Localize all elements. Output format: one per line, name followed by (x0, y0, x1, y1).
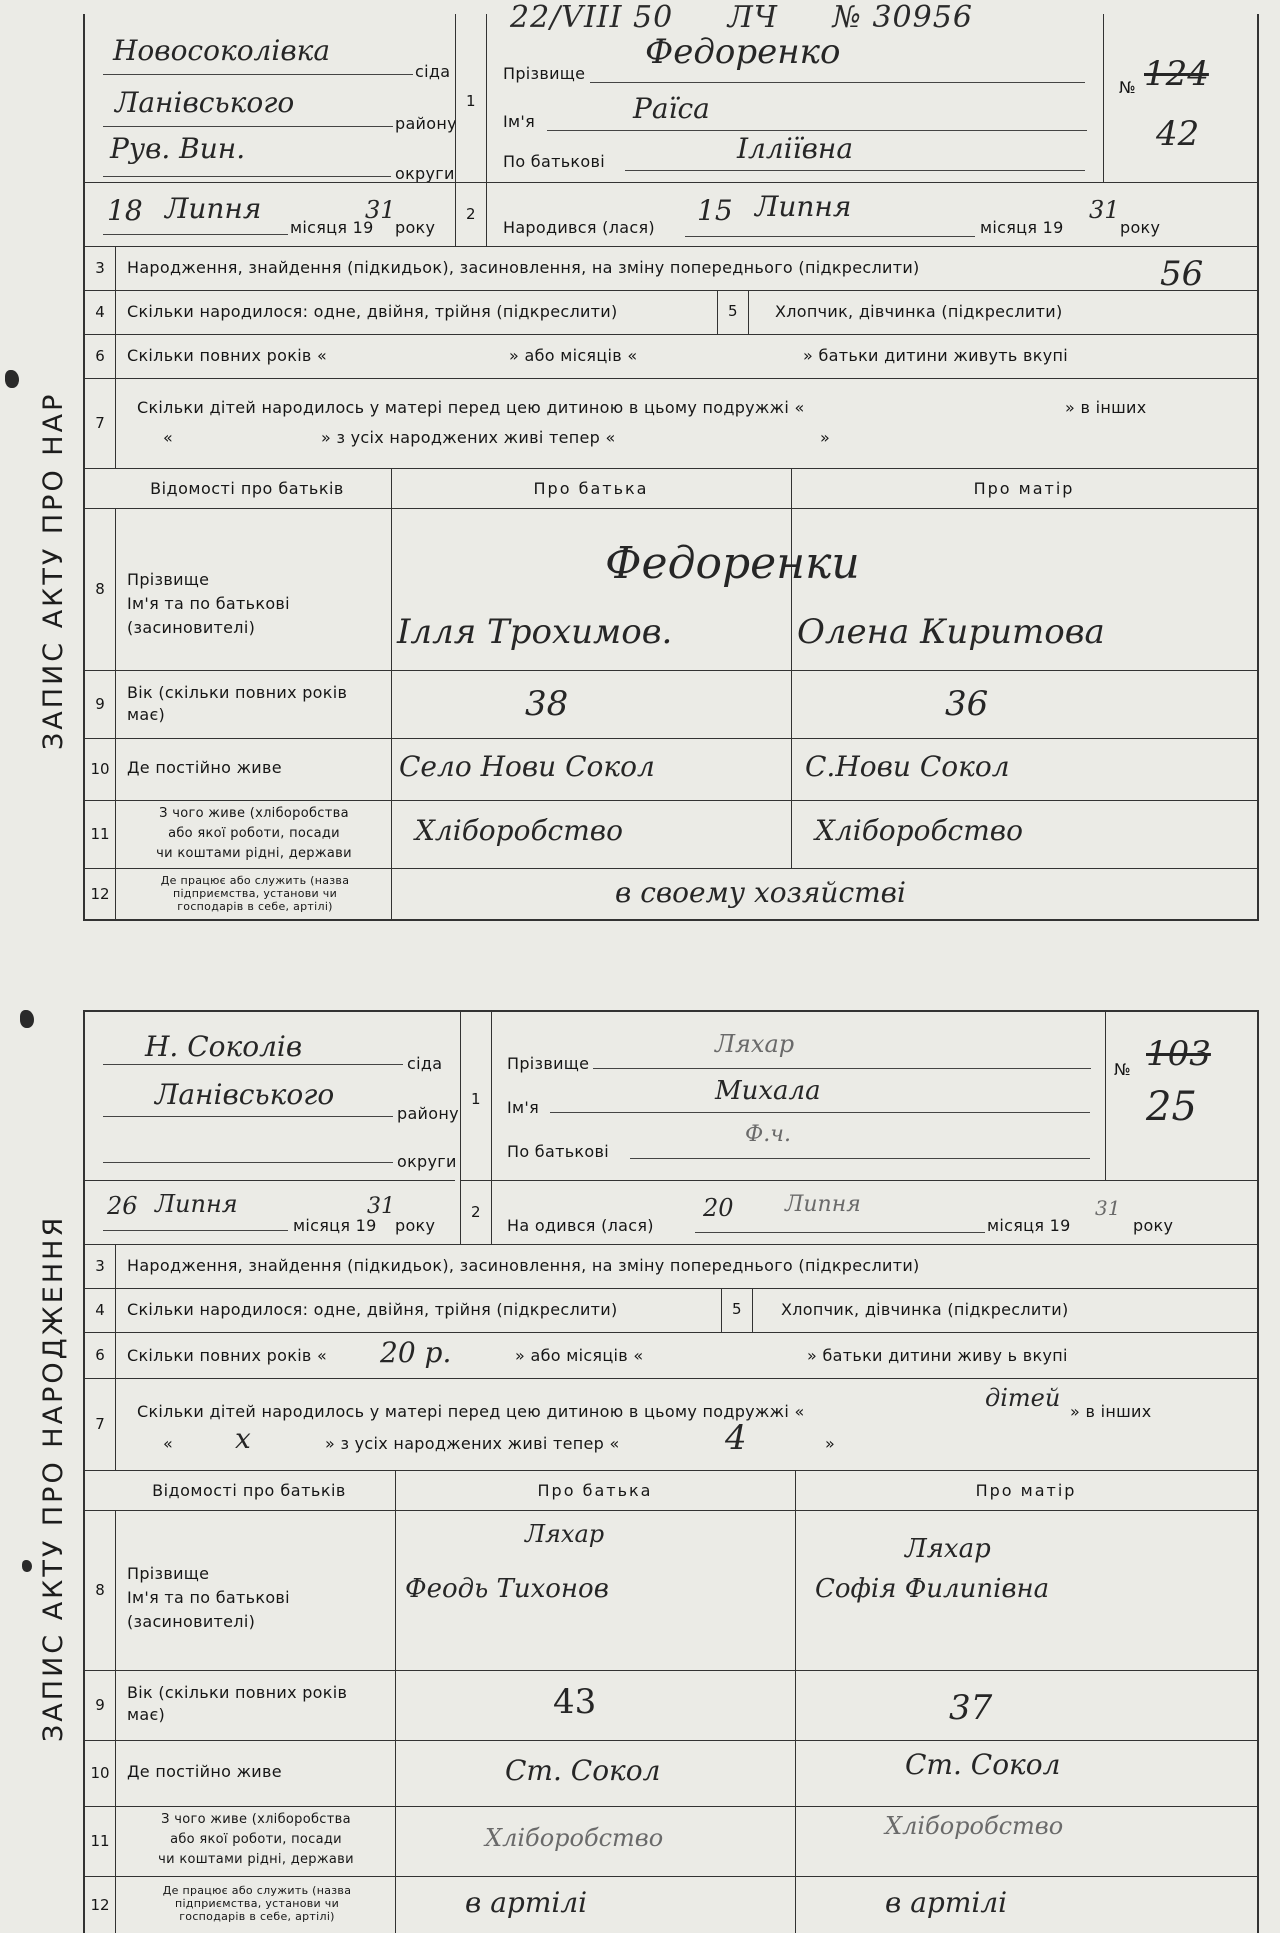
record1-birth-year: 31 (1089, 196, 1120, 224)
archive-date: 22/VIII 50 (510, 0, 674, 35)
record1-father-name: Ілля Трохимов. (397, 612, 673, 652)
row-number-8: 8 (85, 508, 116, 670)
record1-mother-occupation: Хліборобство (815, 814, 1023, 847)
record2-act-number-label: № (1114, 1060, 1131, 1079)
birth-record-2 (83, 1010, 1259, 1933)
record1-r8-label: Прізвище Ім'я та по батькові (засиновителі) (127, 570, 290, 637)
record2-r7a: Скільки дітей народилось у матері перед цею дитиною в цьому подружжі « (137, 1402, 805, 1421)
record1-act-number-printed: 124 (1144, 54, 1209, 94)
record1-rayon-value: Ланівського (115, 86, 295, 119)
record2-r6a: Скільки повних років « (127, 1346, 328, 1365)
record2-selo-label: сіда (407, 1054, 443, 1073)
record2-act-number-box (1105, 1012, 1258, 1181)
record1-row-10 (85, 738, 1257, 801)
record2-father-name: Феодь Тихонов (405, 1574, 609, 1604)
record1-r3-text: Народження, знайдення (підкидьок), засиновлення, на зміну попереднього (підкреслити) (127, 258, 920, 277)
record1-r7d: » з усіх народжених живі тепер « (321, 428, 616, 447)
record1-birth-mid: місяця 19 (980, 218, 1064, 237)
record2-r7c: « (163, 1434, 174, 1453)
record1-birth-suffix: року (1120, 218, 1161, 237)
record1-row-7 (85, 378, 1257, 469)
record2-rayon-value: Ланівського (155, 1078, 335, 1111)
record2-birth-label: На одився (лася) (507, 1216, 654, 1235)
record2-rayon-label: району (397, 1104, 459, 1123)
record2-r7-current: дітей (985, 1384, 1061, 1412)
record1-reg-year-suffix: року (395, 218, 436, 237)
record2-r9-label: Вік (скільки повних років має) (127, 1683, 348, 1724)
record2-child-patronymic: Ф.ч. (745, 1122, 791, 1147)
archive-code: ЛЧ (727, 0, 778, 35)
record1-row-12 (85, 868, 1257, 919)
record2-mother-name: Софія Филипівна (815, 1574, 1050, 1604)
record1-act-number-box (1103, 14, 1258, 183)
record2-r5-text: Хлопчик, дівчинка (підкреслити) (781, 1300, 1069, 1319)
record2-birth-day: 20 (703, 1194, 734, 1222)
record1-reg-day: 18 (107, 194, 143, 227)
record1-reg-month: Липня (165, 192, 262, 225)
record2-reg-month-label: місяця 19 (293, 1216, 377, 1235)
record2-row-3 (85, 1244, 1257, 1289)
row-number-3: 3 (85, 1244, 116, 1288)
record2-r7-other: х (235, 1422, 251, 1455)
row-number-9: 9 (85, 670, 116, 738)
record2-child-name: Михала (715, 1076, 821, 1106)
row-number-10: 10 (85, 1740, 116, 1806)
record2-header-block (85, 1012, 1257, 1245)
record2-row-9 (85, 1670, 1257, 1741)
record2-mother-header: Про матір (975, 1481, 1077, 1500)
record2-father-occupation: Хліборобство (485, 1824, 664, 1852)
record2-row-6 (85, 1332, 1257, 1379)
row-number-6: 6 (85, 1332, 116, 1378)
record1-okruha-label: округи (395, 164, 455, 183)
row-number-7: 7 (85, 1378, 116, 1470)
record1-row-9 (85, 670, 1257, 739)
record2-patronymic-label: По батькові (507, 1142, 609, 1161)
record1-father-occupation: Хліборобство (415, 814, 623, 847)
row-number-3: 3 (85, 246, 116, 290)
record2-mother-occupation: Хліборобство (885, 1812, 1064, 1840)
record2-r6-years: 20 р. (380, 1336, 452, 1369)
record1-rayon-label: району (395, 114, 457, 133)
record1-father-residence: Село Нови Сокол (399, 750, 655, 783)
record2-child-surname: Ляхар (715, 1030, 795, 1058)
record1-mother-header: Про матір (973, 479, 1075, 498)
record1-r11-label: З чого живе (хліборобства або якої роботи, посади чи коштами рідні, держави (156, 806, 352, 861)
record2-act-number-written: 25 (1146, 1084, 1197, 1130)
record1-reg-year: 31 (365, 196, 396, 224)
row-number-2: 2 (471, 1203, 481, 1221)
record2-mother-work: в артілі (885, 1886, 1008, 1919)
row-number-5: 5 (732, 1300, 742, 1318)
record2-birth-suffix: року (1133, 1216, 1174, 1235)
row-number-2: 2 (466, 205, 476, 223)
record1-r7b: » в інших (1065, 398, 1147, 417)
record1-mother-age: 36 (945, 684, 989, 724)
record1-r6c: » батьки дитини живуть вкупі (803, 346, 1068, 365)
record2-reg-year-suffix: року (395, 1216, 436, 1235)
record1-selo-label: сіда (415, 62, 451, 81)
record1-margin-number: 56 (1160, 254, 1204, 294)
record1-parents-header (85, 468, 1257, 509)
record1-mother-name: Олена Киритова (797, 612, 1105, 652)
row-number-12: 12 (85, 1876, 116, 1933)
birth-record-1 (83, 14, 1259, 921)
ink-blot (20, 1010, 34, 1028)
record2-parents-info-header: Відомості про батьків (152, 1481, 346, 1500)
row-number-7: 7 (85, 378, 116, 468)
record2-row-11 (85, 1806, 1257, 1877)
record1-r10-label: Де постійно живе (127, 758, 282, 777)
row-number-4: 4 (85, 1288, 116, 1332)
row-number-10: 10 (85, 738, 116, 800)
record1-father-surname: Федоренки (605, 538, 860, 589)
row-number-5: 5 (728, 302, 738, 320)
record1-name-label: Ім'я (503, 112, 536, 131)
record2-act-number-printed: 103 (1146, 1034, 1211, 1074)
record2-r7-alive: 4 (725, 1418, 747, 1458)
record1-row-6 (85, 334, 1257, 379)
record2-mother-residence: Ст. Сокол (905, 1748, 1061, 1781)
record1-father-header: Про батька (533, 479, 649, 498)
record1-birth-label: Народився (лася) (503, 218, 655, 237)
record2-r6c: » батьки дитини живу ь вкупі (807, 1346, 1068, 1365)
record2-birth-mid: місяця 19 (987, 1216, 1071, 1235)
record2-birth-month: Липня (785, 1192, 861, 1217)
record1-selo-value: Новосоколівка (113, 34, 331, 67)
record2-father-surname: Ляхар (525, 1520, 605, 1548)
record1-row-4 (85, 290, 1257, 335)
record1-r7a: Скільки дітей народилось у матері перед цею дитиною в цьому подружжі « (137, 398, 805, 417)
record2-selo-value: Н. Соколів (145, 1030, 303, 1063)
record1-child-surname: Федоренко (645, 32, 841, 72)
row-number-11: 11 (85, 1806, 116, 1876)
record1-birth-day: 15 (697, 194, 733, 227)
record1-r9-label: Вік (скільки повних років має) (127, 683, 348, 724)
record2-row-4 (85, 1288, 1257, 1333)
record2-father-header: Про батька (537, 1481, 653, 1500)
record2-row-12 (85, 1876, 1257, 1933)
row-number-4: 4 (85, 290, 116, 334)
record1-r5-text: Хлопчик, дівчинка (підкреслити) (775, 302, 1063, 321)
record2-reg-month: Липня (155, 1190, 238, 1218)
record2-surname-label: Прізвище (507, 1054, 590, 1073)
record2-reg-year: 31 (367, 1194, 395, 1219)
record2-r7e: » (825, 1434, 836, 1453)
row-number-6: 6 (85, 334, 116, 378)
record1-mother-residence: С.Нови Сокол (805, 750, 1010, 783)
record2-name-label: Ім'я (507, 1098, 540, 1117)
record2-r3-text: Народження, знайдення (підкидьок), засиновлення, на зміну попереднього (підкреслити) (127, 1256, 920, 1275)
record1-child-patronymic: Ілліївна (737, 132, 854, 165)
record1-act-number-label: № (1119, 78, 1136, 97)
row-number-1: 1 (466, 92, 476, 110)
record1-act-number-written: 42 (1156, 114, 1200, 154)
row-number-11: 11 (85, 800, 116, 868)
archive-number: № 30956 (832, 0, 973, 35)
record1-side-title: ЗАПИС АКТУ ПРО НАР (38, 391, 69, 750)
record2-okruha-label: округи (397, 1152, 457, 1171)
record2-father-residence: Ст. Сокол (505, 1754, 661, 1787)
record1-reg-month-label: місяця 19 (290, 218, 374, 237)
record2-reg-day: 26 (107, 1192, 138, 1220)
record1-row-3 (85, 246, 1257, 291)
record1-r4-text: Скільки народилося: одне, двійня, трійня (підкреслити) (127, 302, 618, 321)
record1-r7e: » (820, 428, 831, 447)
record2-birth-year: 31 (1095, 1196, 1121, 1220)
record2-parents-header (85, 1470, 1257, 1511)
record2-row-10 (85, 1740, 1257, 1807)
row-number-9: 9 (85, 1670, 116, 1740)
record2-mother-age: 37 (949, 1688, 993, 1728)
record2-r12-label: Де працює або служить (назва підприємства, установи чи господарів в себе, артілі) (162, 1884, 352, 1923)
record1-r6b: » або місяців « (509, 346, 638, 365)
record1-surname-label: Прізвище (503, 64, 586, 83)
record2-r7d: » з усіх народжених живі тепер « (325, 1434, 620, 1453)
ink-blot (5, 370, 19, 388)
record1-patronymic-label: По батькові (503, 152, 605, 171)
row-number-8: 8 (85, 1510, 116, 1670)
record1-r6a: Скільки повних років « (127, 346, 328, 365)
record1-row-8 (85, 508, 1257, 671)
record1-r12-label: Де працює або служить (назва підприємства, установи чи господарів в себе, артілі) (160, 874, 350, 913)
record2-r7b: » в інших (1070, 1402, 1152, 1421)
record2-row-7 (85, 1378, 1257, 1471)
record1-work: в своему хозяйстві (615, 876, 906, 909)
record1-row-11 (85, 800, 1257, 869)
record2-father-age: 43 (553, 1682, 597, 1722)
record2-side-title: ЗАПИС АКТУ ПРО НАРОДЖЕННЯ (38, 1214, 69, 1742)
record1-birth-month: Липня (755, 190, 852, 223)
record2-r11-label: З чого живе (хліборобства або якої роботи, посади чи коштами рідні, держави (158, 1812, 354, 1867)
row-number-12: 12 (85, 868, 116, 919)
record2-r4-text: Скільки народилося: одне, двійня, трійня (підкреслити) (127, 1300, 618, 1319)
record2-r8-label: Прізвище Ім'я та по батькові (засиновителі) (127, 1564, 290, 1631)
record2-father-work: в артілі (465, 1886, 588, 1919)
record2-r6b: » або місяців « (515, 1346, 644, 1365)
record1-parents-info-header: Відомості про батьків (150, 479, 344, 498)
record1-father-age: 38 (525, 684, 569, 724)
row-number-1: 1 (471, 1090, 481, 1108)
record1-okruha-value: Рув. Вин. (110, 132, 246, 165)
ink-blot (22, 1560, 32, 1572)
record1-child-name: Раїса (633, 92, 710, 125)
record2-mother-surname: Ляхар (905, 1534, 991, 1564)
record2-r10-label: Де постійно живе (127, 1762, 282, 1781)
record2-row-8 (85, 1510, 1257, 1671)
record1-r7c: « (163, 428, 174, 447)
